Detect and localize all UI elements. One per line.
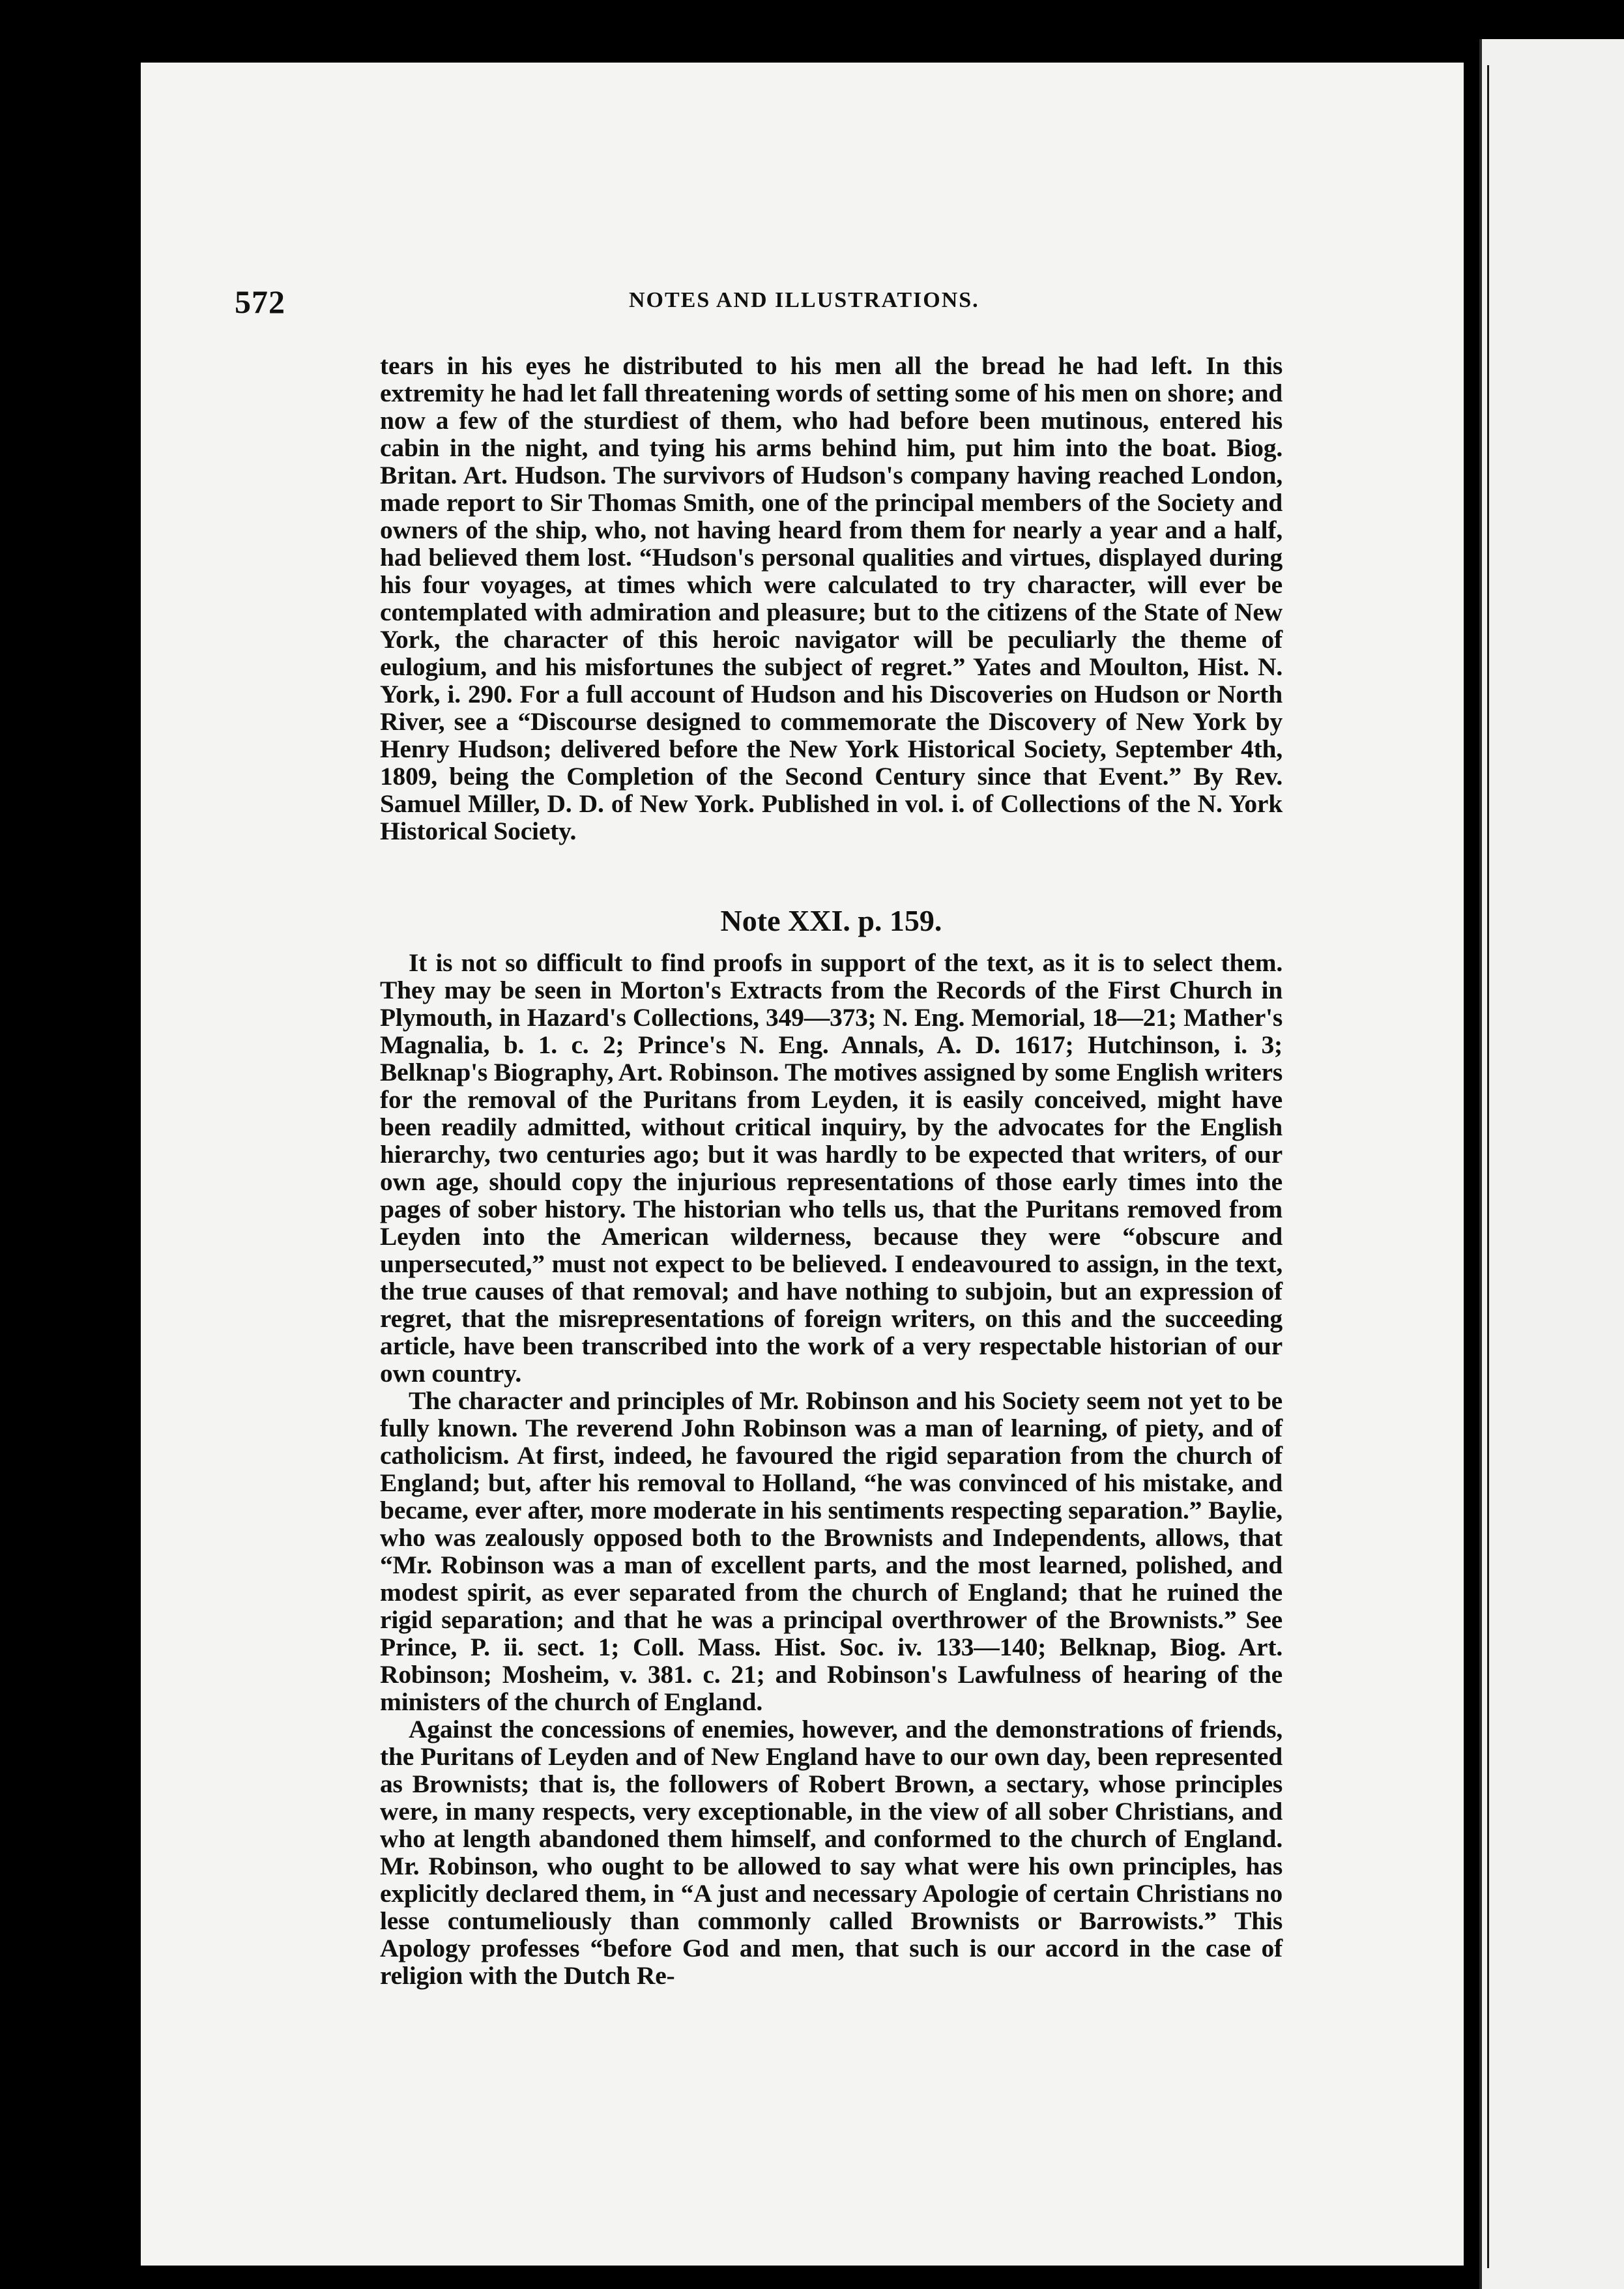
- paragraph: It is not so difficult to find proofs in support of the text, as it is to select them. They may be seen in Morton's Extracts from the Records of the First Church in Plymouth, in Hazard's Collections, 349—373; N. Eng. Memorial, 18—21; Mather's Magnalia, b. 1. c. 2; Prince's N. Eng. Annals, A. D. 1617; Hutchinson, i. 3; Belknap's Biography, Art. Robinson. The motives assigned by some English writers for the removal of the Puritans from Leyden, it is easily conceived, might have been readily admitted, without critical inquiry, by the advocates for the English hierarchy, two centuries ago; but it was hardly to be expected that writers, of our own age, should copy the injurious representations of those early times into the pages of sober history. The historian who tells us, that the Puritans removed from Leyden into the American wilderness, because they were “obscure and unpersecuted,” must not expect to be believed. I endeavoured to assign, in the text, the true causes of that removal; and have nothing to subjoin, but an expression of regret, that the misrepresentations of foreign writers, on this and the succeeding article, have been transcribed into the work of a very respectable historian of our own country.: [380, 948, 1283, 1388]
- note-body: [380, 949, 1283, 1989]
- page-number: 572: [235, 284, 285, 320]
- adjacent-page-edge: [1479, 39, 1624, 2289]
- paragraph: Against the concessions of enemies, however, and the demonstrations of friends, the Puritans of Leyden and of New England have to our own day, been represented as Brownists; that is, the followers of Robert Brown, a sectary, whose principles were, in many respects, very exceptionable, in the view of all sober Christians, and who at length abandoned them himself, and conformed to the church of England. Mr. Robinson, who ought to be allowed to say what were his own principles, has explicitly declared them, in “A just and necessary Apologie of certain Christians no lesse contumeliously than commonly called Brownists or Barrowists.” This Apology professes “before God and men, that such is our accord in the case of religion with the Dutch Re-: [380, 1715, 1283, 1990]
- running-head-title: NOTES AND ILLUSTRATIONS.: [629, 288, 979, 312]
- running-head: [235, 283, 1277, 325]
- paragraph: The character and principles of Mr. Robinson and his Society seem not yet to be fully known. The reverend John Robinson was a man of learning, of piety, and of catholicism. At first, indeed, he favoured the rigid separation from the church of England; but, after his removal to Holland, “he was convinced of his mistake, and became, ever after, more moderate in his sentiments respecting separation.” Baylie, who was zealously opposed both to the Brownists and Independents, allows, that “Mr. Robinson was a man of excellent parts, and the most learned, polished, and modest spirit, as ever separated from the church of England; that he ruined the rigid separation; and that he was a principal overthrower of the Brownists.” See Prince, P. ii. sect. 1; Coll. Mass. Hist. Soc. iv. 133—140; Belknap, Biog. Art. Robinson; Mosheim, v. 381. c. 21; and Robinson's Lawfulness of hearing of the ministers of the church of England.: [380, 1386, 1283, 1716]
- page-gutter-line: [1487, 65, 1489, 2268]
- note-heading: Note XXI. p. 159.: [720, 904, 942, 937]
- paragraph: tears in his eyes he distributed to his men all the bread he had left. In this extremity he had let fall threatening words of setting some of his men on shore; and now a few of the sturdiest of them, who had before been mutinous, entered his cabin in the night, and tying his arms behind him, put him into the boat. Biog. Britan. Art. Hudson. The survivors of Hudson's company having reached London, made report to Sir Thomas Smith, one of the principal members of the Society and owners of the ship, who, not having heard from them for nearly a year and a half, had believed them lost. “Hudson's personal qualities and virtues, displayed during his four voyages, at times which were calculated to try character, will ever be contemplated with admiration and pleasure; but to the citizens of the State of New York, the character of this heroic navigator will be peculiarly the theme of eulogium, and his misfortunes the subject of regret.” Yates and Moulton, Hist. N. York, i. 290. For a full account of Hudson and his Discoveries on Hudson or North River, see a “Discourse designed to commemorate the Discovery of New York by Henry Hudson; delivered before the New York Historical Society, September 4th, 1809, being the Completion of the Second Century since that Event.” By Rev. Samuel Miller, D. D. of New York. Published in vol. i. of Collections of the N. York Historical Society.: [380, 351, 1283, 845]
- continued-note-text: [380, 352, 1283, 845]
